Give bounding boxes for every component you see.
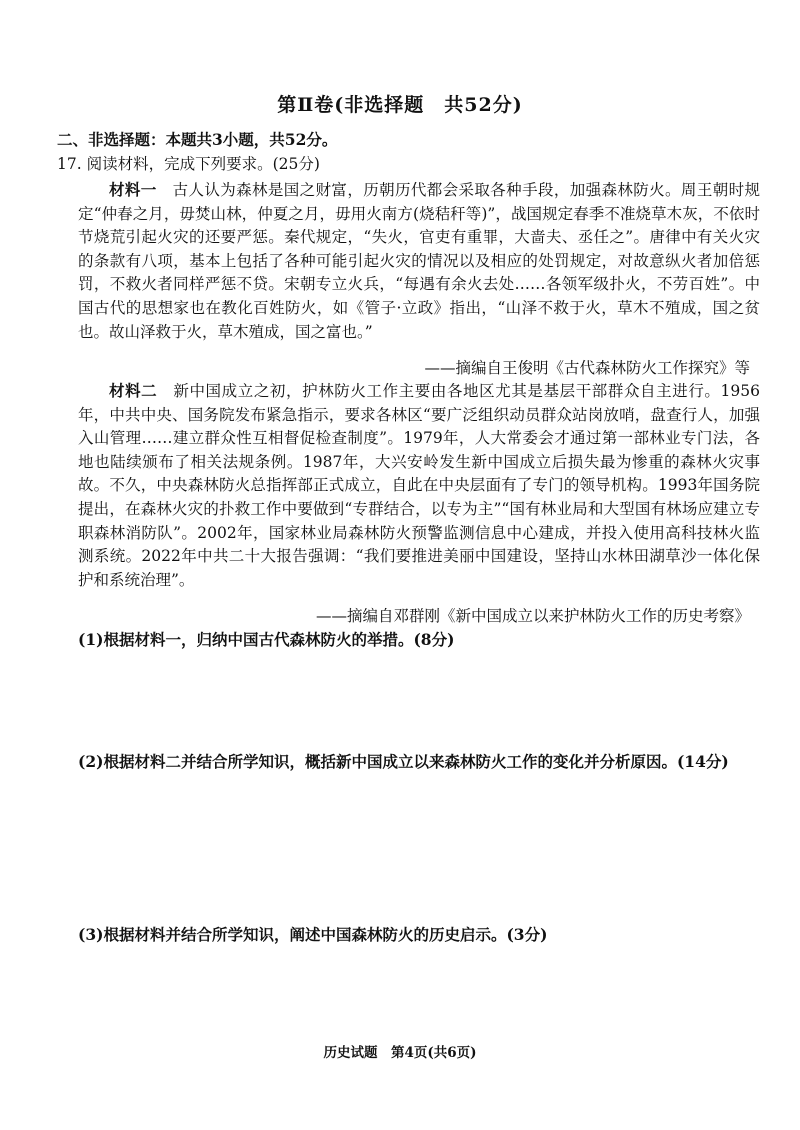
material-one xyxy=(78,178,760,344)
material-two xyxy=(78,379,760,592)
question-number: 17. xyxy=(57,155,82,173)
material-one-label: 材料一 xyxy=(109,180,157,199)
material-one-text: 古人认为森林是国之财富，历朝历代都会采取各种手段，加强森林防火。周王朝时规定“仲春之月，毋焚山林，仲夏之月，毋用火南方(烧秸秆等)”，战国规定春季不准烧草木灰，不依时节烧荒引起火灾的还要严惩。秦代规定，“失火，官吏有重罪，大啬夫、丞任之”。唐律中有关火灾的条款有八项，基本上包括了各种可能引起火灾的情况以及相应的处罚规定，对故意纵火者加倍惩罚，不救火者同样严惩不贷。宋朝专立火兵，“每遇有余火去处……各领军级扑火，不劳百姓”。中国古代的思想家也在教化百姓防火，如《管子·立政》指出，“山泽不救于火，草木不殖成，国之贫也。故山泽救于火，草木殖成，国之富也。” xyxy=(78,181,760,341)
question-17-header xyxy=(57,153,320,175)
page-footer: 历史试题 第4页(共6页) xyxy=(323,1045,477,1061)
sub-question-1: (1)根据材料一，归纳中国古代森林防火的举措。(8分) xyxy=(78,630,455,649)
material-two-text: 新中国成立之初，护林防火工作主要由各地区尤其是基层干部群众自主进行。1956年，中共中央、国务院发布紧急指示，要求各林区“要广泛组织动员群众站岗放哨，盘查行人，加强入山管理……建立群众性互相督促检查制度”。1979年，人大常委会才通过第一部林业专门法，各地也陆续颁布了相关法规条例。1987年，大兴安岭发生新中国成立后损失最为惨重的森林火灾事故。不久，中央森林防火总指挥部正式成立，自此在中央层面有了专门的领导机构。1993年国务院提出，在森林火灾的扑救工作中要做到“专群结合，以专为主”“国有林业局和大型国有林场应建立专职森林消防队”。2002年，国家林业局森林防火预警监测信息中心建成，并投入使用高科技林火监测系统。2022年中共二十大报告强调：“我们要推进美丽中国建设，坚持山水林田湖草沙一体化保护和系统治理”。 xyxy=(78,382,760,589)
material-one-source: ——摘编自王俊明《古代森林防火工作探究》等 xyxy=(424,359,750,377)
section-title: 第Ⅱ卷(非选择题 共52分) xyxy=(277,94,523,116)
sub-question-3: (3)根据材料并结合所学知识，阐述中国森林防火的历史启示。(3分) xyxy=(78,925,548,944)
material-two-source: ——摘编自邓群刚《新中国成立以来护林防火工作的历史考察》 xyxy=(315,607,750,625)
part-heading: 二、非选择题：本题共3小题，共52分。 xyxy=(57,130,338,149)
material-two-label: 材料二 xyxy=(109,381,158,400)
question-instruction: 阅读材料，完成下列要求。(25分) xyxy=(86,155,320,173)
sub-question-2: (2)根据材料二并结合所学知识，概括新中国成立以来森林防火工作的变化并分析原因。(14分) xyxy=(78,752,729,771)
